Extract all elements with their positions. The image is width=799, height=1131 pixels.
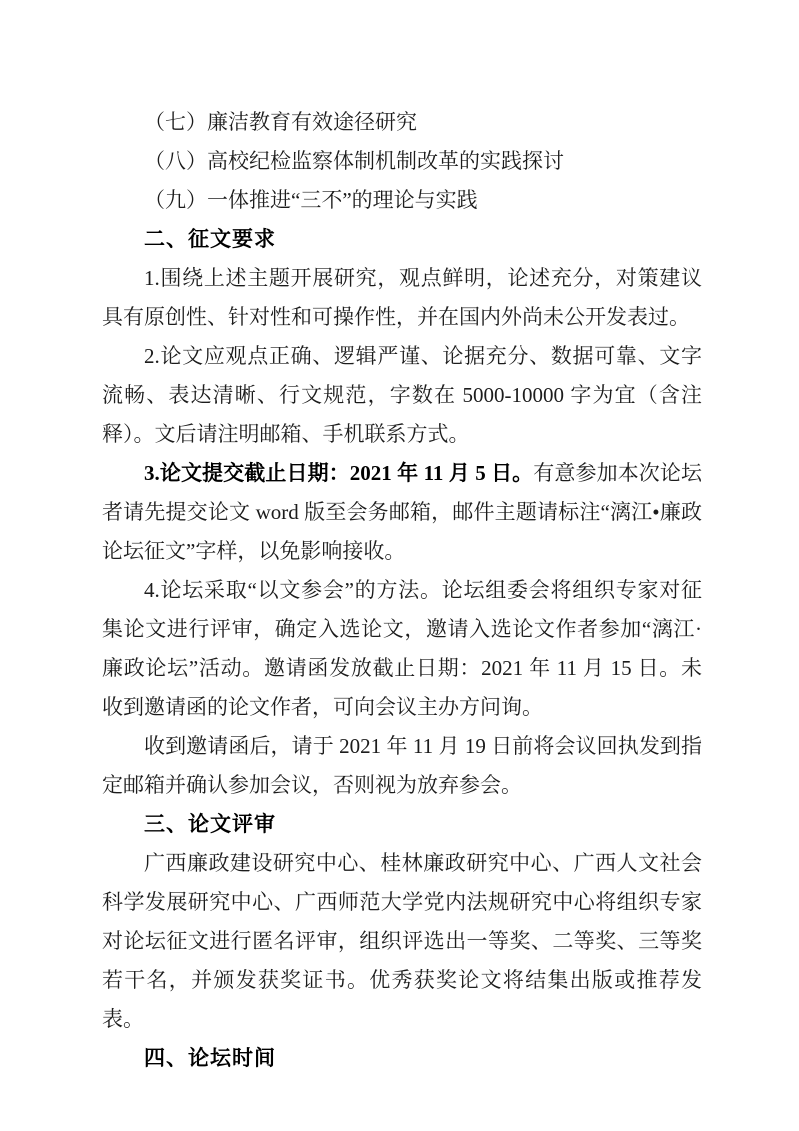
topic-item-nine: （九）一体推进“三不”的理论与实践 <box>144 188 478 212</box>
section-heading-forum-time: 四、论坛时间 <box>144 1047 276 1070</box>
document-content <box>102 103 702 1078</box>
requirements-paragraph-5: 收到邀请函后，请于 2021 年 11 月 19 日前将会议回执发到指定邮箱并确认参加会议，否则视为放弃参会。 <box>102 734 702 797</box>
requirements-paragraph-3 <box>102 454 702 571</box>
requirements-paragraph-2: 2.论文应观点正确、逻辑严谨、论据充分、数据可靠、文字流畅、表达清晰、行文规范，字数在 5000-10000 字为宜（含注释）。文后请注明邮箱、手机联系方式。 <box>102 344 702 446</box>
topic-item-eight: （八）高校纪检监察体制机制改革的实践探讨 <box>144 149 564 173</box>
section-heading-paper-review: 三、论文评审 <box>144 813 276 836</box>
requirements-paragraph-4: 4.论坛采取“以文参会”的方法。论坛组委会将组织专家对征集论文进行评审，确定入选论文，邀请入选论文作者参加“漓江·廉政论坛”活动。邀请函发放截止日期：2021 年 11 月 15 日。未收到邀请函的论文作者，可向会议主办方问询。 <box>102 578 702 719</box>
submission-deadline-rest-text: 有意参加本次论坛者请先提交论文 word 版至会务邮箱，邮件主题请标注“漓江•廉政论坛征文”字样，以免影响接收。 <box>102 461 702 563</box>
review-paragraph-1: 广西廉政建设研究中心、桂林廉政研究中心、广西人文社会科学发展研究中心、广西师范大学党内法规研究中心将组织专家对论坛征文进行匿名评审，组织评选出一等奖、二等奖、三等奖若干名，并颁发获奖证书。优秀获奖论文将结集出版或推荐发表。 <box>102 851 702 1031</box>
section-heading-submission-requirements: 二、征文要求 <box>144 228 276 251</box>
submission-deadline-bold-text: 3.论文提交截止日期：2021 年 11 月 5 日。 <box>144 461 534 485</box>
requirements-paragraph-1: 1.围绕上述主题开展研究，观点鲜明，论述充分，对策建议具有原创性、针对性和可操作性，并在国内外尚未公开发表过。 <box>102 266 702 329</box>
topic-item-seven: （七）廉洁教育有效途径研究 <box>144 110 417 134</box>
